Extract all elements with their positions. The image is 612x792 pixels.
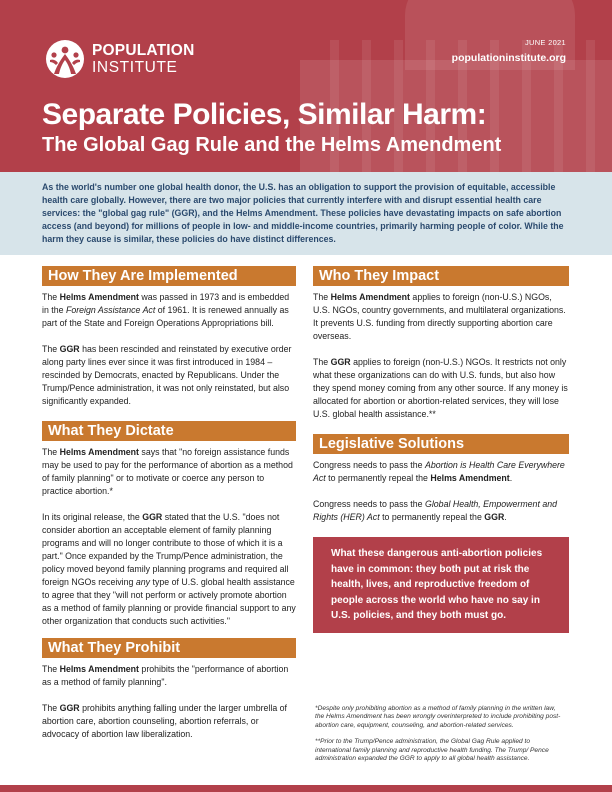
solutions-ggr-paragraph: Congress needs to pass the Global Health, Empowerment and Rights (HER) Act to permanently repeal the GGR. <box>313 499 558 522</box>
callout-box <box>313 537 569 633</box>
intro-text: As the world's number one global health donor, the U.S. has an obligation to support the provision of equitable, accessible health care globally. However, there are two major policies that currently interfere with and disrupt essential health care services: the "global gag rule" (GGR), and the Helms Amendment. These policies have devastating impacts on safe abortion access (and beyond) for millions of people in low- and middle-income countries, primarily harming people of color. While the harm they cause is similar, these policies do have distinct differences. <box>42 182 564 244</box>
publication-date: JUNE 2021 <box>524 38 566 47</box>
prohibit-ggr-paragraph: The GGR prohibits anything falling under the larger umbrella of abortion care, abortion counseling, abortion referrals, or advocacy of abortion law liberalization. <box>42 703 288 739</box>
logo-name-line1: POPULATION <box>92 41 195 59</box>
footnote-2: **Prior to the Trump/Pence administration, the Global Gag Rule applied to international family planning and reproductive health funding. The Trump/ Pence administration expanded the GGR to apply to all global health assistance. <box>315 738 549 762</box>
page-title: Separate Policies, Similar Harm: <box>42 98 487 131</box>
globe-people-icon <box>44 38 86 80</box>
footnote-1: *Despite only prohibiting abortion as a method of family planning in the written law, the Helms Amendment has been wrongly overinterpreted to include prohibiting post-abortion care, equipment, counseling, and abortion-related services. <box>315 704 561 729</box>
website-url[interactable]: populationinstitute.org <box>451 52 566 64</box>
dictate-ggr-paragraph: In its original release, the GGR stated that the U.S. "does not consider abortion an acceptable element of family planning programs and will no longer contribute to those of which it is a part." Once expanded by the Trump/Pence administration, the policy moved beyond family planning programs and required all foreign NGOs receiving any type of U.S. global health assistance to agree that they "will not perform or actively promote abortion as a method of family planning or provide financial support to any other organization that conducts such activities." <box>42 512 296 626</box>
section-heading-solutions: Legislative Solutions <box>313 434 569 454</box>
section-heading-dictate: What They Dictate <box>42 421 296 441</box>
left-column <box>42 266 296 754</box>
logo-name-line2: INSTITUTE <box>92 59 178 76</box>
impact-helms-paragraph: The Helms Amendment applies to foreign (non-U.S.) NGOs, U.S. NGOs, country governments, and multilateral organizations. It prevents U.S. funding from directly supporting abortion care overseas. <box>313 292 566 341</box>
section-heading-impact: Who They Impact <box>313 266 569 286</box>
section-heading-prohibit: What They Prohibit <box>42 638 296 658</box>
term-ggr: GGR <box>59 344 80 354</box>
solutions-helms-paragraph: Congress needs to pass the Abortion is Health Care Everywhere Act to permanently repeal the Helms Amendment. <box>313 460 565 483</box>
term-helms: Helms Amendment <box>59 292 139 302</box>
section-heading-implemented: How They Are Implemented <box>42 266 296 286</box>
implemented-ggr-paragraph: The GGR has been rescinded and reinstated by executive order along party lines ever since it was first introduced in 1984 – rescinded by Democrats, enacted by Republicans. Under the Trump/Pence administration, it was not only reinstated, but also significantly expanded. <box>42 344 292 406</box>
impact-ggr-paragraph: The GGR applies to foreign (non-U.S.) NGOs. It restricts not only what these organizations can do with U.S. funds, but also how they spend money coming from any other source. If any money is allocated for abortion or abortion-related services, they will lose U.S. global health assistance.** <box>313 357 568 419</box>
implemented-helms-paragraph: The Helms Amendment was passed in 1973 and is embedded in the Foreign Assistance Act of 1961. It is renewed annually as part of the State and Foreign Operations Appropriations bill. <box>42 292 290 328</box>
right-column <box>313 266 569 772</box>
page-subtitle: The Global Gag Rule and the Helms Amendment <box>42 134 502 156</box>
dictate-helms-paragraph: The Helms Amendment says that "no foreign assistance funds may be used to pay for the performance of abortion as a method of family planning" or to motivate or coerce any person to practice abortion.* <box>42 447 293 496</box>
header-banner <box>0 0 612 172</box>
footer-bar <box>0 785 612 792</box>
callout-text: What these dangerous anti-abortion policies have in common: they both put at risk the health, lives, and reproductive freedom of people across the world who have no say in U.S. policies, and they both must go. <box>331 548 543 621</box>
intro-band <box>0 172 612 255</box>
population-institute-logo <box>44 38 194 80</box>
prohibit-helms-paragraph: The Helms Amendment prohibits the "performance of abortion as a method of family planning". <box>42 664 289 687</box>
